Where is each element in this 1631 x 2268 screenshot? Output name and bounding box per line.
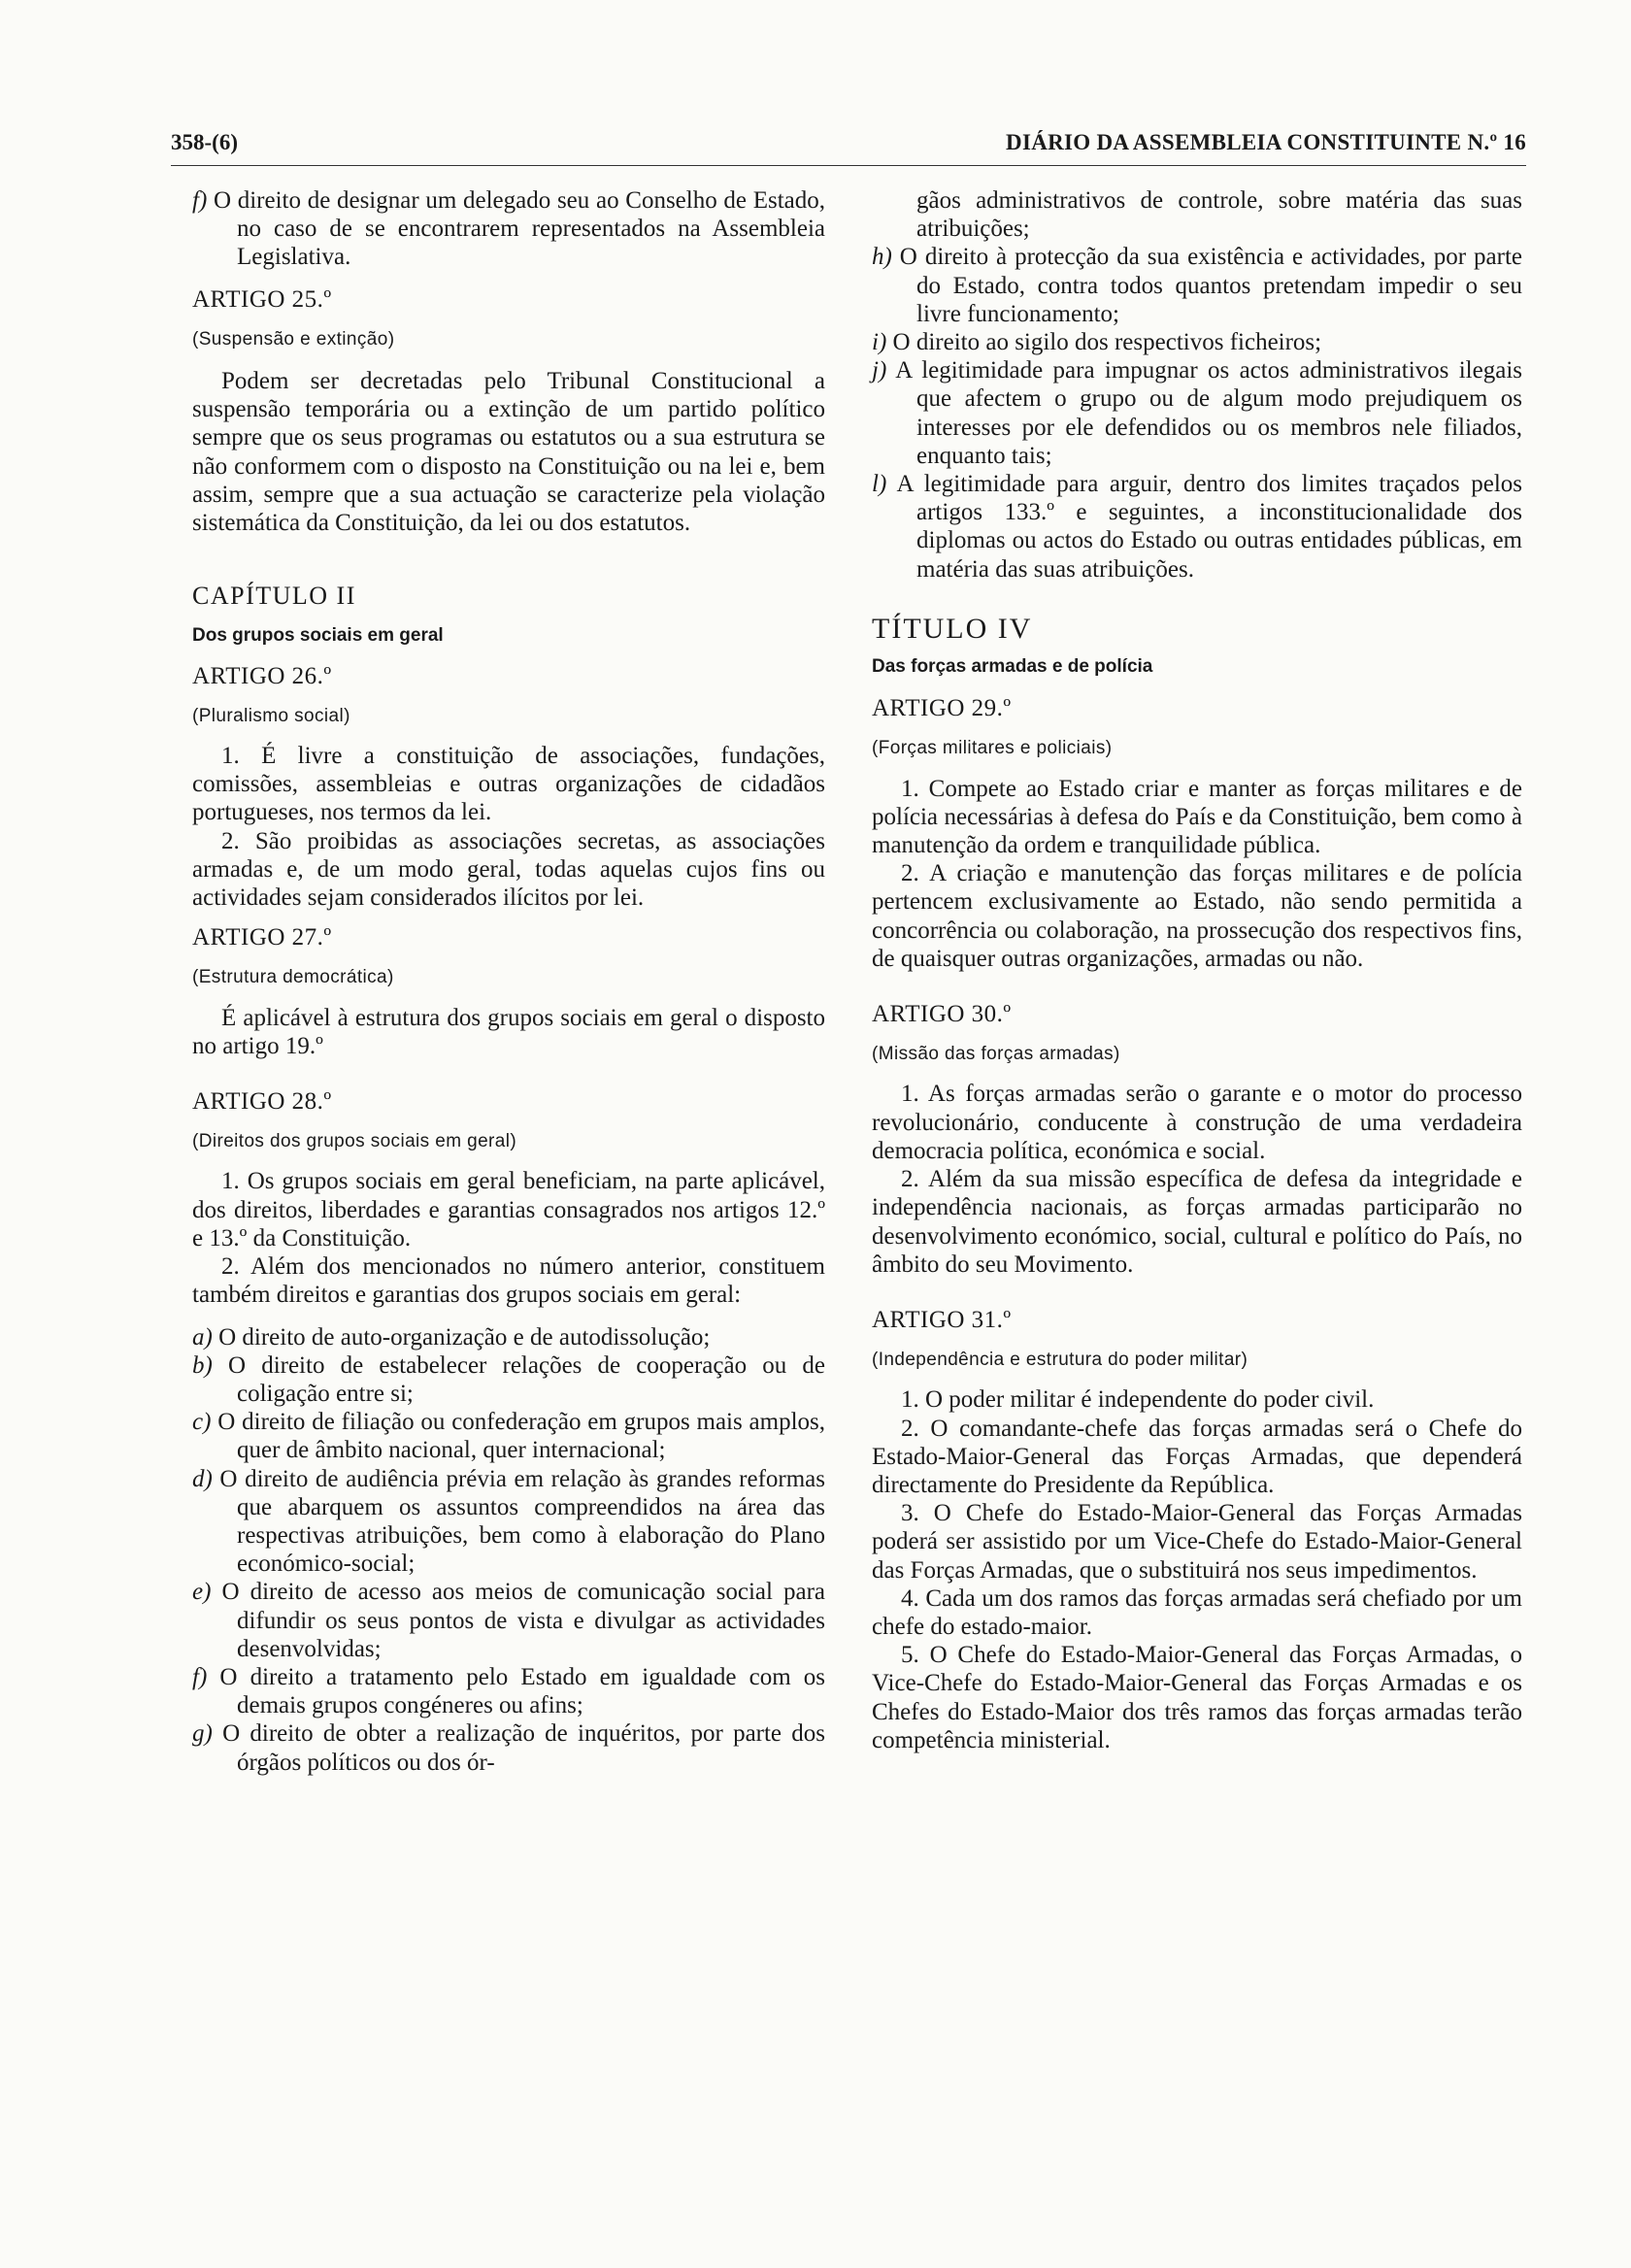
- item-label: a): [192, 1323, 213, 1351]
- list-item: [872, 470, 1522, 584]
- item-text: O direito de auto-organização e de autodissolução;: [218, 1323, 711, 1351]
- article-29-subtitle: (Forças militares e policiais): [872, 738, 1113, 759]
- item-text: O direito de designar um delegado seu ao Conselho de Estado, no caso de se encontrarem representados na Assembleia Legislativa.: [213, 187, 825, 271]
- item-text: O direito de acesso aos meios de comunicação social para difundir os seus pontos de vista e divulgar as actividades desenvolvidas;: [221, 1579, 826, 1662]
- list-item: [192, 1323, 825, 1351]
- item-text: O direito ao sigilo dos respectivos ficheiros;: [892, 329, 1322, 356]
- item-text: A legitimidade para impugnar os actos administrativos ilegais que afectem o grupo ou de algum modo prejudiquem os interesses por ele defendidos ou os membros nele filiados, enquanto tais;: [895, 357, 1522, 469]
- list-item: [192, 1351, 825, 1408]
- article-30-paragraph-1: 1. As forças armadas serão o garante e o motor do processo revolucionário, conducente à construção de uma verdadeira democracia política, económica e social.: [872, 1081, 1522, 1164]
- article-29-paragraph-1: 1. Compete ao Estado criar e manter as forças militares e de polícia necessárias à defesa do País e da Constituição, bem como à manutenção da ordem e tranquilidade pública.: [872, 775, 1522, 859]
- item-label: l): [872, 471, 887, 498]
- left-column: [192, 186, 825, 1777]
- item-text: O direito de filiação ou confederação em grupos mais amplos, quer de âmbito nacional, quer internacional;: [217, 1409, 826, 1464]
- item-text: O direito a tratamento pelo Estado em igualdade com os demais grupos congéneres ou afins;: [219, 1663, 826, 1719]
- article-27-heading: ARTIGO 27.º: [192, 924, 332, 951]
- rights-list-left: [192, 1323, 825, 1777]
- item-label: f): [192, 187, 208, 214]
- right-column: [872, 186, 1522, 1754]
- item-label: i): [872, 329, 887, 356]
- article-29-heading: ARTIGO 29.º: [872, 695, 1012, 722]
- item-label: f): [192, 1663, 208, 1690]
- list-item-f-left: [192, 186, 825, 272]
- title-heading: TÍTULO IV: [872, 612, 1033, 645]
- article-28-paragraph-1: 1. Os grupos sociais em geral beneficiam, na parte aplicável, dos direitos, liberdades e garantias consagrados nos artigos 12.º e 13.º da Constituição.: [192, 1168, 825, 1251]
- title-subtitle: Das forças armadas e de polícia: [872, 656, 1153, 678]
- article-25-subtitle: (Suspensão e extinção): [192, 328, 395, 350]
- item-label: g): [192, 1720, 213, 1748]
- item-text: O direito de audiência prévia em relação às grandes reformas que abarquem os assuntos compreendidos na área das respectivas atribuições, bem como à elaboração do Plano económico-social;: [219, 1465, 825, 1578]
- article-26-heading: ARTIGO 26.º: [192, 662, 332, 689]
- article-31-subtitle: (Independência e estrutura do poder militar): [872, 1350, 1248, 1371]
- chapter-title: Dos grupos sociais em geral: [192, 625, 444, 647]
- article-31-paragraph-4: 4. Cada um dos ramos das forças armadas será chefiado por um chefe do estado-maior.: [872, 1584, 1522, 1640]
- item-label: c): [192, 1409, 212, 1436]
- list-item: [872, 328, 1522, 356]
- article-26-subtitle: (Pluralismo social): [192, 705, 350, 726]
- chapter-heading: CAPÍTULO II: [192, 582, 356, 611]
- article-27-text: É aplicável à estrutura dos grupos sociais em geral o disposto no artigo 19.º: [192, 1004, 825, 1059]
- article-26-paragraph-2: 2. São proibidas as associações secretas, as associações armadas e, de um modo geral, todas aquelas cujos fins ou actividades sejam considerados ilícitos por lei.: [192, 827, 825, 912]
- item-label: e): [192, 1579, 212, 1606]
- journal-title: DIÁRIO DA ASSEMBLEIA CONSTITUINTE N.º 16: [1006, 130, 1526, 154]
- article-30-subtitle: (Missão das forças armadas): [872, 1044, 1120, 1065]
- item-label: b): [192, 1351, 213, 1379]
- article-31-paragraph-3: 3. O Chefe do Estado-Maior-General das Forças Armadas poderá ser assistido por um Vice-Chefe do Estado-Maior-General das Forças Armadas, que o substituirá nos seus impedimentos.: [872, 1500, 1522, 1584]
- list-item: [872, 243, 1522, 328]
- article-28-paragraph-2: 2. Além dos mencionados no número anterior, constituem também direitos e garantias dos grupos sociais em geral:: [192, 1253, 825, 1309]
- page-header: [171, 126, 1526, 166]
- list-item: [192, 1465, 825, 1579]
- list-item: [192, 1663, 825, 1719]
- article-30-paragraph-2: 2. Além da sua missão específica de defesa da integridade e independência nacionais, as forças armadas participarão no desenvolvimento económico, social, cultural e político do País, no âmbito do seu Movimento.: [872, 1166, 1522, 1278]
- article-29-paragraph-2: 2. A criação e manutenção das forças militares e de polícia pertencem exclusivamente ao Estado, não sendo permitida a concorrência ou colaboração, na prossecução dos respectivos fins, de quaisquer outras organizações, armadas ou não.: [872, 860, 1522, 972]
- page-number: 358-(6): [171, 130, 238, 154]
- article-31-heading: ARTIGO 31.º: [872, 1306, 1012, 1333]
- item-text: O direito de obter a realização de inquéritos, por parte dos órgãos políticos ou dos ór-: [222, 1720, 825, 1776]
- list-item: [192, 1578, 825, 1663]
- item-label: h): [872, 244, 892, 271]
- item-text: O direito de estabelecer relações de cooperação ou de coligação entre si;: [227, 1351, 825, 1407]
- article-26-paragraph-1: 1. É livre a constituição de associações, fundações, comissões, assembleias e outras organizações de cidadãos portugueses, nos termos da lei.: [192, 743, 825, 826]
- item-label: j): [872, 357, 887, 384]
- list-item: [192, 1408, 825, 1464]
- article-25-text: Podem ser decretadas pelo Tribunal Constitucional a suspensão temporária ou a extinção de um partido político sempre que os seus programas ou estatutos ou a sua estrutura se não conformem com o disposto na Constituição ou na lei e, bem assim, sempre que a sua actuação se caracterize pela violação sistemática da Constituição, da lei ou dos estatutos.: [192, 368, 825, 537]
- item-label: d): [192, 1465, 213, 1492]
- list-item: [192, 1719, 825, 1776]
- list-item-g-continuation: gãos administrativos de controle, sobre matéria das suas atribuições;: [916, 187, 1522, 243]
- article-31-paragraph-5: 5. O Chefe do Estado-Maior-General das Forças Armadas, o Vice-Chefe do Estado-Maior-General das Forças Armadas e os Chefes do Estado-Maior dos três ramos das forças armadas terão competência ministerial.: [872, 1642, 1522, 1753]
- article-25-heading: ARTIGO 25.º: [192, 285, 332, 313]
- article-31-paragraph-1: 1. O poder militar é independente do poder civil.: [901, 1386, 1375, 1414]
- article-31-paragraph-2: 2. O comandante-chefe das forças armadas será o Chefe do Estado-Maior-General das Forças Armadas, que dependerá directamente do Presidente da República.: [872, 1415, 1522, 1498]
- item-text: A legitimidade para arguir, dentro dos limites traçados pelos artigos 133.º e seguintes, a inconstitucionalidade dos diplomas ou actos do Estado ou outras entidades públicas, em matéria das suas atribuições.: [896, 471, 1522, 583]
- article-28-subtitle: (Direitos dos grupos sociais em geral): [192, 1131, 517, 1152]
- article-30-heading: ARTIGO 30.º: [872, 1001, 1012, 1028]
- list-item: [872, 356, 1522, 470]
- item-text: O direito à protecção da sua existência e actividades, por parte do Estado, contra todos quantos pretendam impedir o seu livre funcionamento;: [899, 244, 1522, 327]
- article-28-heading: ARTIGO 28.º: [192, 1088, 332, 1116]
- article-27-subtitle: (Estrutura democrática): [192, 967, 394, 988]
